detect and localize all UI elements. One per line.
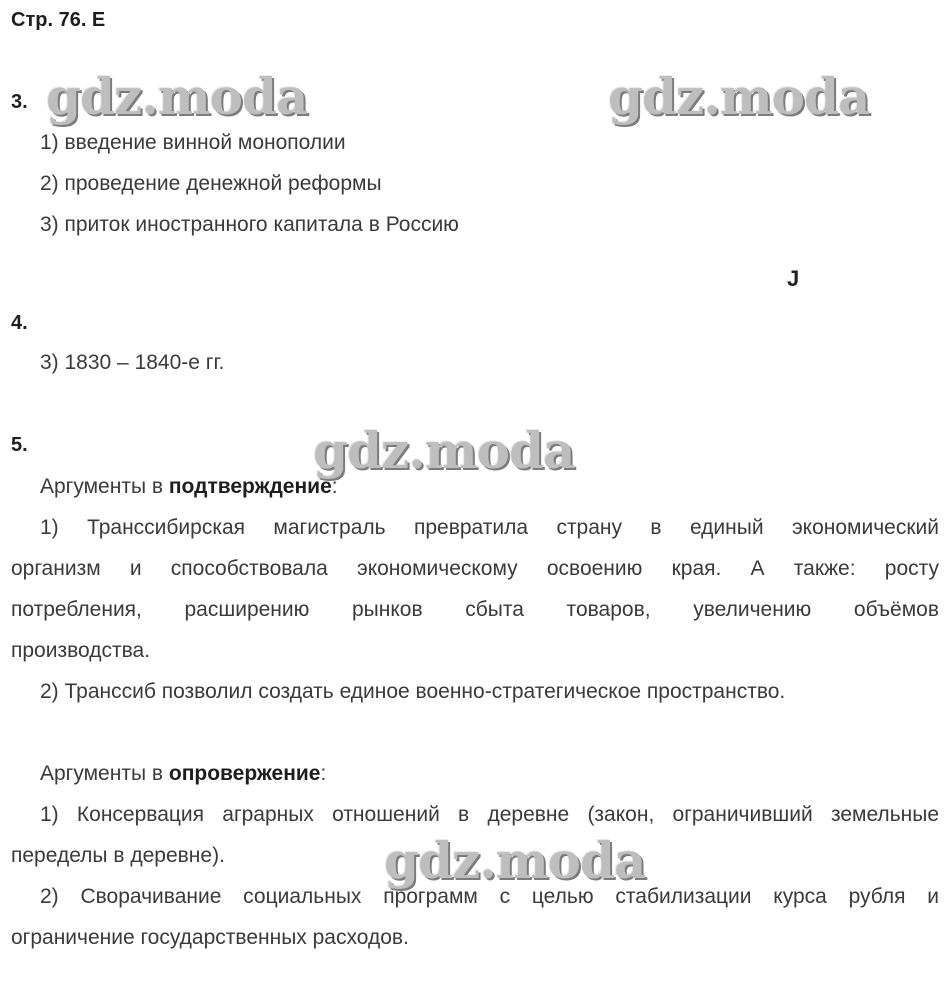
- task-3-number: 3.: [11, 91, 28, 113]
- task-3-item-1: 1) введение винной монополии: [40, 131, 346, 154]
- con-2-line-2: ограничение государственных расходов.: [11, 926, 409, 949]
- page-title: Стр. 76. Е: [11, 9, 106, 31]
- stray-mark: J: [787, 266, 800, 291]
- con-1-line-1: 1) Консервация аграрных отношений в деревне (закон, ограничивший земельные: [40, 803, 939, 826]
- pro-1-line-4: производства.: [11, 639, 151, 662]
- pro-1-line-3: потребления, расширению рынков сбыта товаров, увеличению объёмов: [11, 598, 939, 621]
- task-4-number: 4.: [11, 312, 28, 334]
- task-5-number: 5.: [11, 434, 28, 456]
- con-heading-colon: :: [320, 762, 327, 785]
- pro-2: 2) Транссиб позволил создать единое военно-стратегическое пространство.: [40, 680, 786, 703]
- pro-1-line-1: 1) Транссибирская магистраль превратила страну в единый экономический: [40, 516, 939, 539]
- watermark: gdz.moda: [313, 421, 575, 480]
- watermark: gdz.moda: [384, 831, 646, 890]
- con-1-line-2: переделы в деревне).: [11, 844, 225, 867]
- pro-heading-bold: подтверждение: [168, 475, 332, 498]
- con-2-line-1: 2) Сворачивание социальных программ с целью стабилизации курса рубля и: [40, 885, 939, 908]
- task-4-answer: 3) 1830 – 1840-е гг.: [40, 351, 225, 374]
- pro-heading-prefix: Аргументы в: [40, 475, 169, 498]
- con-heading-prefix: Аргументы в: [40, 762, 169, 785]
- task-3-item-2: 2) проведение денежной реформы: [40, 172, 382, 195]
- pro-heading: [40, 475, 338, 499]
- watermark: gdz.moda: [608, 67, 870, 126]
- con-heading-bold: опровержение: [168, 762, 321, 785]
- watermark: gdz.moda: [46, 67, 308, 126]
- pro-1-line-2: организм и способствовала экономическому освоению края. А также: росту: [11, 557, 939, 580]
- task-3-item-3: 3) приток иностранного капитала в Россию: [40, 213, 459, 236]
- pro-heading-colon: :: [331, 475, 338, 498]
- con-heading: [40, 762, 326, 786]
